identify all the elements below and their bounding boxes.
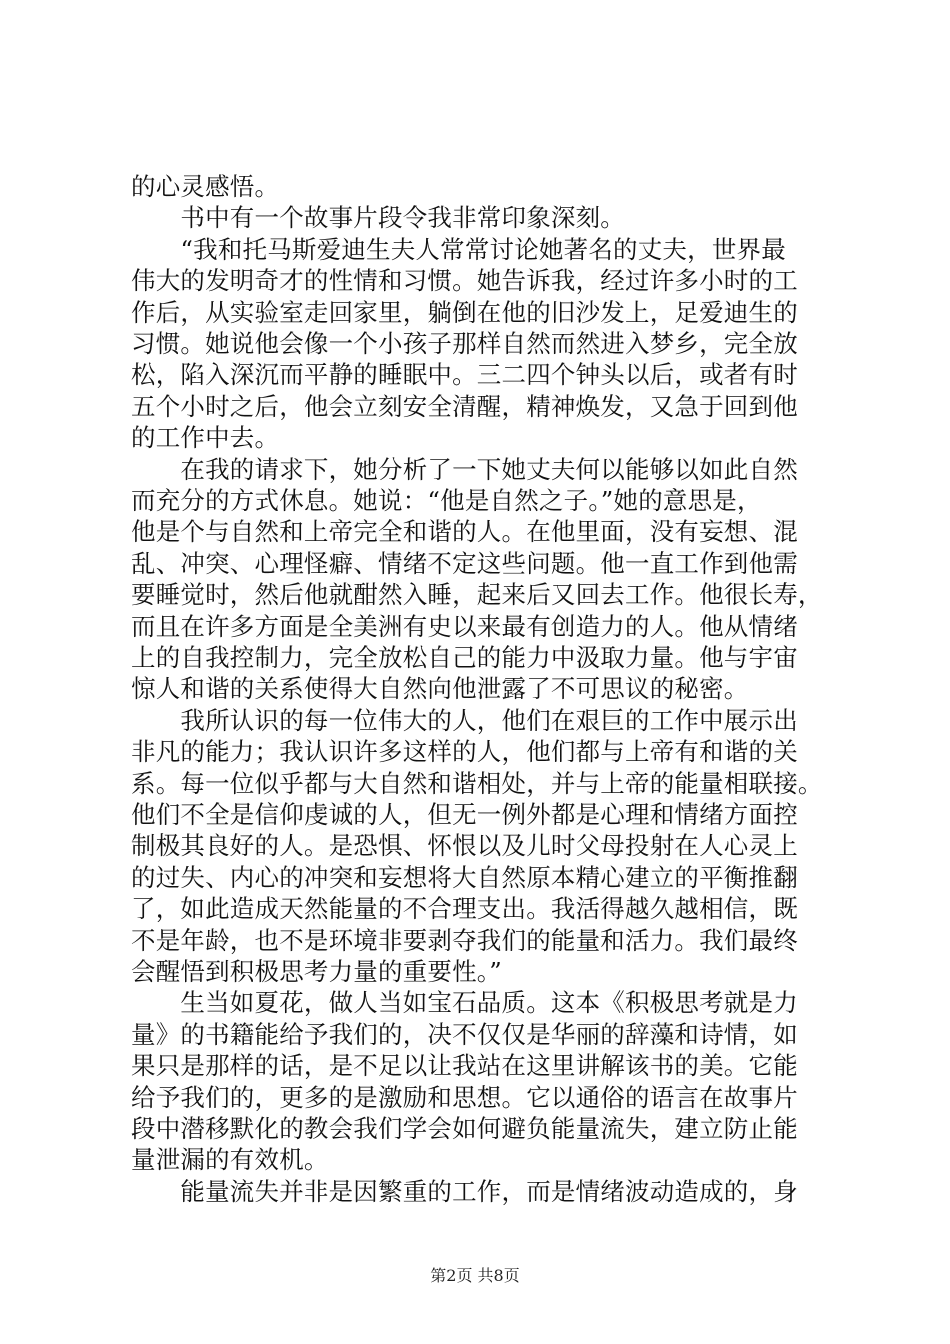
text-line: 系。每一位似乎都与大自然和谐相处，并与上帝的能量相联接。 [131,768,823,798]
text-line: 给予我们的，更多的是激励和思想。它以通俗的语言在故事片 [131,1082,798,1112]
text-line: 量泄漏的有效机。 [131,1145,329,1175]
page-footer: 第2页 共8页 [430,1266,520,1285]
text-line: 乱、冲突、心理怪癖、情绪不定这些问题。他一直工作到他需 [131,548,798,578]
text-line: 生当如夏花，做人当如宝石品质。这本《积极思考就是力 [131,988,798,1018]
text-line: 而且在许多方面是全美洲有史以来最有创造力的人。他从情绪 [131,611,798,641]
text-line: “我和托马斯爱迪生夫人常常讨论她著名的丈夫，世界最 [131,234,786,264]
text-line: 松，陷入深沉而平静的睡眠中。三二四个钟头以后，或者有时 [131,360,798,390]
text-line: 非凡的能力；我认识许多这样的人，他们都与上帝有和谐的关 [131,737,798,767]
text-line: 能量流失并非是因繁重的工作，而是情绪波动造成的，身 [131,1176,798,1206]
text-line: 的工作中去。 [131,423,280,453]
text-line: 上的自我控制力，完全放松自己的能力中汲取力量。他与宇宙 [131,643,798,672]
text-line: 我所认识的每一位伟大的人，他们在艰巨的工作中展示出 [131,705,798,735]
text-line: 的过失、内心的冲突和妄想将大自然原本精心建立的平衡推翻 [131,862,798,892]
text-line: 制极其良好的人。是恐惧、怀恨以及儿时父母投射在人心灵上 [131,831,798,861]
text-line: 而充分的方式休息。她说：“他是自然之子。”她的意思是， [131,486,762,515]
text-line: 不是年龄，也不是环境非要剥夺我们的能量和活力。我们最终 [131,925,798,955]
text-line: 他们不全是信仰虔诚的人，但无一例外都是心理和情绪方面控 [131,800,798,829]
text-line: 作后，从实验室走回家里，躺倒在他的旧沙发上，足爱迪生的 [131,297,798,327]
text-line: 段中潜移默化的教会我们学会如何避负能量流失，建立防止能 [131,1114,798,1143]
text-line: 果只是那样的话，是不足以让我站在这里讲解该书的美。它能 [131,1051,798,1081]
text-line: 习惯。她说他会像一个小孩子那样自然而然进入梦乡，完全放 [131,329,798,358]
text-line: 伟大的发明奇才的性情和习惯。她告诉我，经过许多小时的工 [131,266,798,296]
text-line: 书中有一个故事片段令我非常印象深刻。 [131,203,625,233]
text-line: 会醒悟到积极思考力量的重要性。” [131,957,502,986]
text-line: 五个小时之后，他会立刻安全清醒，精神焕发，又急于回到他 [131,391,798,421]
text-line: 量》的书籍能给予我们的，决不仅仅是华丽的辞藻和诗情，如 [131,1019,798,1049]
text-line: 惊人和谐的关系使得大自然向他泄露了不可思议的秘密。 [131,674,749,704]
text-line: 了，如此造成天然能量的不合理支出。我活得越久越相信，既 [131,894,798,924]
text-line: 要睡觉时，然后他就酣然入睡，起来后又回去工作。他很长寿， [131,580,823,610]
text-line: 他是个与自然和上帝完全和谐的人。在他里面，没有妄想、混 [131,517,798,547]
text-line: 在我的请求下，她分析了一下她丈夫何以能够以如此自然 [131,454,798,484]
text-line: 的心灵感悟。 [131,172,280,201]
